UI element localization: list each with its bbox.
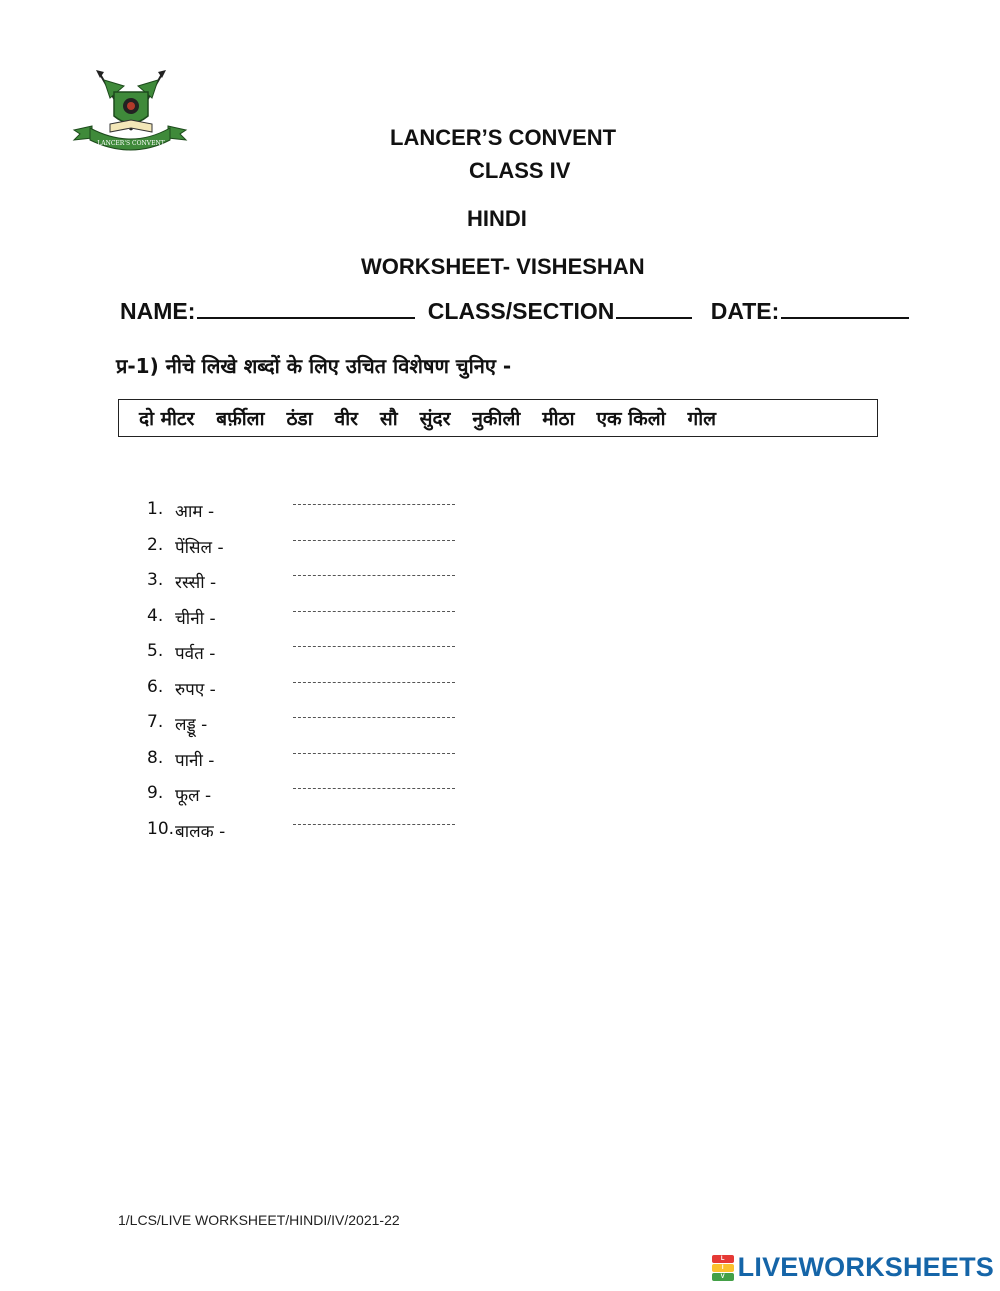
word-bank-item: बर्फ़ीला [216,408,265,430]
liveworksheets-brand[interactable] [712,1252,994,1283]
answer-blank[interactable] [293,575,455,576]
list-item [147,817,487,853]
item-word: चीनी - [175,608,216,629]
item-word: रस्सी - [175,573,217,593]
list-item [147,568,487,604]
item-word: पेंसिल - [175,537,224,558]
answer-blank[interactable] [293,753,455,754]
list-item [147,746,487,782]
word-bank [118,399,878,437]
item-number: 2. [147,534,164,555]
answer-blank[interactable] [293,824,455,825]
word-bank-item: नुकीली [472,408,521,430]
word-bank-item: सुंदर [419,408,451,430]
item-number: 3. [147,570,164,590]
item-number: 5. [147,641,164,661]
name-blank[interactable] [197,315,415,319]
item-number: 7. [147,712,164,732]
logo-text: LANCER'S CONVENT [97,140,165,147]
date-blank[interactable] [781,315,909,319]
item-word: लड्डू - [175,715,208,735]
answer-blank[interactable] [293,788,455,789]
word-bank-item: वीर [334,408,358,430]
list-item [147,497,487,533]
item-word: बालक - [175,821,226,842]
answer-list [147,497,487,852]
question-title: प्र-1) नीचे लिखे शब्दों के लिए उचित विशेषण चुनिए - [116,354,512,378]
word-bank-item: सौ [379,408,398,430]
student-info-row [120,298,909,325]
class-heading: CLASS IV [469,158,571,183]
list-item [147,639,487,675]
word-bank-item: ठंडा [286,408,313,430]
word-bank-item: मीठा [542,408,575,430]
item-number: 4. [147,605,164,626]
word-bank-item: दो मीटर [139,408,195,430]
list-item [147,533,487,569]
worksheet-title: WORKSHEET- VISHESHAN [361,254,645,279]
subject-heading: HINDI [467,206,527,231]
list-item [147,781,487,817]
answer-blank[interactable] [293,682,455,683]
item-number: 8. [147,747,164,768]
answer-blank[interactable] [293,504,455,505]
school-logo [70,68,190,160]
list-item [147,604,487,640]
class-section-label: CLASS/SECTION [427,298,615,324]
item-number: 6. [147,676,164,697]
answer-blank[interactable] [293,611,455,612]
item-word: पानी - [175,750,215,771]
liveworksheets-logo-icon: L I V [712,1255,734,1281]
item-word: फूल - [175,786,212,806]
item-word: पर्वत - [175,644,216,664]
item-word: रुपए - [175,679,216,700]
item-number: 1. [147,499,164,519]
list-item [147,675,487,711]
item-number: 9. [147,783,164,803]
word-bank-item: एक किलो [596,408,666,430]
answer-blank[interactable] [293,540,455,541]
answer-blank[interactable] [293,717,455,718]
item-word: आम - [175,502,215,522]
word-bank-item: गोल [687,408,717,430]
name-label: NAME: [120,298,196,324]
school-name: LANCER’S CONVENT [390,125,617,150]
class-section-blank[interactable] [616,315,692,319]
list-item [147,710,487,746]
footer-code: 1/LCS/LIVE WORKSHEET/HINDI/IV/2021-22 [118,1212,400,1228]
date-label: DATE: [710,298,780,324]
answer-blank[interactable] [293,646,455,647]
brand-text: LIVEWORKSHEETS [737,1252,994,1282]
item-number: 10. [147,818,175,839]
